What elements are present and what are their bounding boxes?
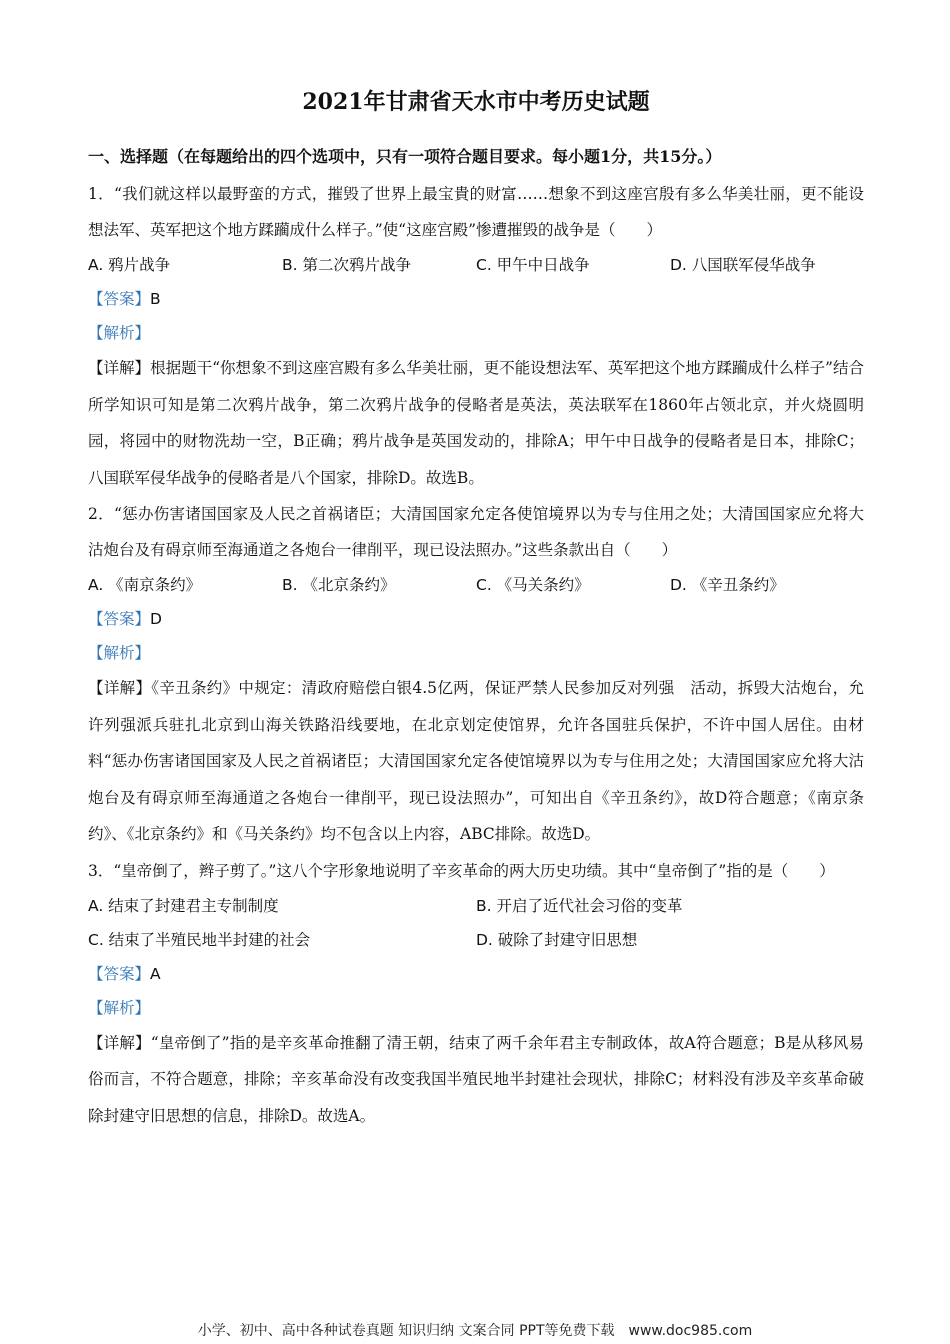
- analysis-line: [88, 316, 864, 350]
- detail-tag: 【详解】: [88, 1033, 151, 1052]
- option-a: A. 《南京条约》: [88, 576, 202, 594]
- option-c: C. 结束了半殖民地半封建的社会: [88, 930, 311, 949]
- analysis-tag: 【解析】: [88, 324, 151, 342]
- option-a: A. 结束了封建君主专制制度: [88, 896, 279, 915]
- option-a: A. 鸦片战争: [88, 256, 171, 274]
- detail-paragraph: [88, 350, 864, 496]
- question-stem: 1．“我们就这样以最野蛮的方式，摧毁了世界上最宝貴的财富……想象不到这座宫殷有多么华美壮丽，更不能设想法军、英军把这个地方蹂躏成什么样子。”使“这座宫殿”惨遭摧毁的战争是（ ）: [88, 185, 864, 239]
- detail-text: 根据题干“你想象不到这座宫殿有多么华美壮丽，更不能设想法军、英军把这个地方蹂躏成什么样子”结合所学知识可知是第二次鸦片战争，第二次鸦片战争的侵略者是英法，英法联军在1860年占领北京，并火烧圆明园，将园中的财物洗劫一空，B正确；鸦片战争是英国发动的，排除A；甲午中日战争的侵略者是日本，排除C；八国联军侵华战争的侵略者是八个国家，排除D。故选B。: [88, 359, 864, 487]
- question-stem: 3．“皇帝倒了，辫子剪了。”这八个字形象地说明了辛亥革命的两大历史功绩。其中“皇帝倒了”指的是（ ）: [88, 861, 835, 880]
- option-b: B. 开启了近代社会习俗的变革: [476, 896, 683, 915]
- analysis-line: [88, 991, 864, 1025]
- question-stem: 2．“惩办伤害诸国国家及人民之首祸诸臣；大清国国家允定各使馆境界以为专与住用之处；大清国国家应允将大沽炮台及有碍京师至海通道之各炮台一律削平，现已设法照办。”这些条款出自（ ）: [88, 505, 864, 559]
- analysis-tag: 【解析】: [88, 998, 151, 1017]
- document-page: [88, 84, 864, 1134]
- detail-text: 《辛丑条约》中规定：清政府赔偿白银4.5亿两，保证严禁人民参加反对列强 活动，拆毁大沽炮台，允许列强派兵驻扎北京到山海关铁路沿线要地，在北京划定使馆界，允许各国驻兵保护，不许中国人居住。由材料“惩办伤害诸国国家及人民之首祸诸臣；大清国国家允定各使馆境界以为专与住用之处；大清国国家应允将大沽炮台及有碍京师至海通道之各炮台一律削平，现已设法照办”，可知出自《辛丑条约》，故D符合题意；《南京条约》、《北京条约》和《马关条约》均不包含以上内容，ABC排除。故选D。: [88, 679, 864, 843]
- detail-text: “皇帝倒了”指的是辛亥革命推翻了清王朝，结束了两千余年君主专制政体，故A符合题意；B是从移风易俗而言，不符合题意，排除；辛亥革命没有改变我国半殖民地半封建社会现状，排除C；材料没有涉及辛亥革命破除封建守旧思想的信息，排除D。故选A。: [88, 1033, 864, 1125]
- document-title: 2021年甘肃省天水市中考历史试题: [302, 89, 650, 115]
- answer-line: [88, 282, 864, 316]
- options: [88, 889, 864, 957]
- option-b: B. 《北京条约》: [282, 576, 396, 594]
- option-c: C. 《马关条约》: [476, 576, 590, 594]
- answer-tag: 【答案】: [88, 290, 151, 308]
- detail-tag: 【详解】: [88, 359, 151, 377]
- page-footer: 小学、初中、高中各种试卷真题 知识归纳 文案合同 PPT等免费下载 www.doc985.com: [197, 1323, 753, 1339]
- question-2: [88, 496, 864, 853]
- answer-line: [88, 602, 864, 636]
- answer-value: B: [150, 290, 161, 308]
- question-3: [88, 853, 864, 1135]
- section-heading: 一、选择题（在每题给出的四个选项中，只有一项符合题目要求。每小题1分，共15分。）: [88, 147, 722, 166]
- answer-tag: 【答案】: [88, 610, 151, 628]
- detail-tag: 【详解】: [88, 679, 152, 697]
- option-d: D. 破除了封建守旧思想: [476, 930, 638, 949]
- answer-value: D: [150, 610, 162, 628]
- analysis-tag: 【解析】: [88, 644, 151, 662]
- options: [88, 568, 864, 602]
- option-d: D. 《辛丑条约》: [670, 576, 785, 594]
- question-1: [88, 176, 864, 496]
- option-c: C. 甲午中日战争: [476, 256, 590, 274]
- answer-tag: 【答案】: [88, 964, 151, 983]
- answer-value: A: [150, 964, 161, 983]
- options: [88, 248, 864, 282]
- detail-paragraph: [88, 1025, 864, 1135]
- detail-paragraph: [88, 670, 864, 853]
- option-b: B. 第二次鸦片战争: [282, 256, 411, 274]
- option-d: D. 八国联军侵华战争: [670, 256, 816, 274]
- analysis-line: [88, 636, 864, 670]
- answer-line: [88, 957, 864, 991]
